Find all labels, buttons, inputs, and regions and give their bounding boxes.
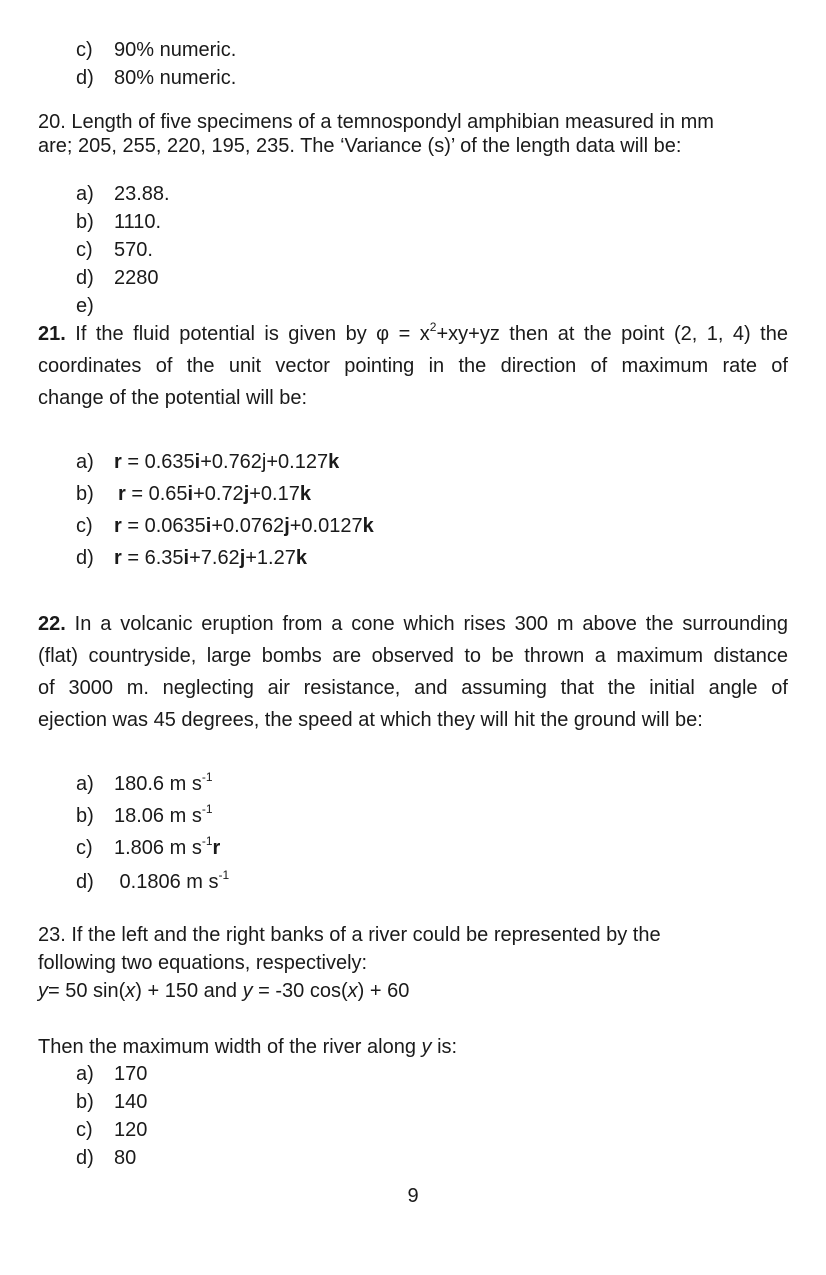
q20-option-e: e) <box>76 295 94 317</box>
q19-option-d: d) 80% numeric. <box>76 67 237 89</box>
q22-option-c: c) 1.806 m $s^{-1}r$ <box>76 834 221 859</box>
q20-stem-line2: are; 205, 255, 220, 195, 235. The ‘Variance (s)’ of the length data will be: <box>38 135 682 157</box>
q23-option-c: c) 120 <box>76 1119 148 1141</box>
q22-stem-line2: (flat) countryside, large bombs are observed to be thrown a maximum distance <box>38 645 788 667</box>
q21-stem-line1: 21. If the fluid potential is given by $\varphi = x^2+xy+yz$ then at the point (2, 1, 4) the <box>38 320 788 345</box>
q23-stem-line1: 23. If the left and the right banks of a river could be represented by the <box>38 924 661 946</box>
q22-number: 22. <box>38 613 66 635</box>
q19-option-c: c) 90% numeric. <box>76 39 237 61</box>
q21-option-c: c) r = 0.0635i+0.0762j+0.0127k <box>76 515 374 537</box>
q23-stem-line2: following two equations, respectively: <box>38 952 368 974</box>
q23-question: Then the maximum width of the river along y is: <box>38 1036 458 1058</box>
q22-stem-line3: of 3000 m. neglecting air resistance, and assuming that the initial angle of <box>38 677 788 699</box>
q22-option-d: d) 0.1806 m $s^{-1}$ <box>76 868 230 893</box>
q23-equations: y= 50 sin(x) + 150 and y = -30 cos(x) + 60 <box>38 980 410 1002</box>
q21-option-b: b) r = 0.65i+0.72j+0.17k <box>76 483 311 505</box>
q21-stem-line2: coordinates of the unit vector pointing in the direction of maximum rate of <box>38 355 788 377</box>
q20-stem-line1: 20. Length of five specimens of a temnospondyl amphibian measured in mm <box>38 111 714 133</box>
q23-option-b: b) 140 <box>76 1091 148 1113</box>
q20-option-a: a) 23.88. <box>76 183 170 205</box>
q22-option-b: b) 18.06 m $s^{-1}$ <box>76 802 213 827</box>
q21-number: 21. <box>38 323 66 345</box>
q23-option-a: a) 170 <box>76 1063 148 1085</box>
page-number: 9 <box>407 1185 419 1207</box>
q20-option-d: d) 2280 <box>76 267 159 289</box>
q20-option-c: c) 570. <box>76 239 153 261</box>
q22-option-a: a) 180.6 m $s^{-1}$ <box>76 770 213 795</box>
q21-option-d: d) r = 6.35i+7.62j+1.27k <box>76 547 307 569</box>
q21-option-a: a) r = 0.635i+0.762j+0.127k <box>76 451 340 473</box>
q21-stem-line3: change of the potential will be: <box>38 387 308 409</box>
q23-option-d: d) 80 <box>76 1147 137 1169</box>
q22-stem-line1: 22. In a volcanic eruption from a cone which rises 300 m above the surrounding <box>38 613 788 635</box>
q20-option-b: b) 1110. <box>76 211 162 233</box>
q22-stem-line4: ejection was 45 degrees, the speed at which they will hit the ground will be: <box>38 709 703 731</box>
